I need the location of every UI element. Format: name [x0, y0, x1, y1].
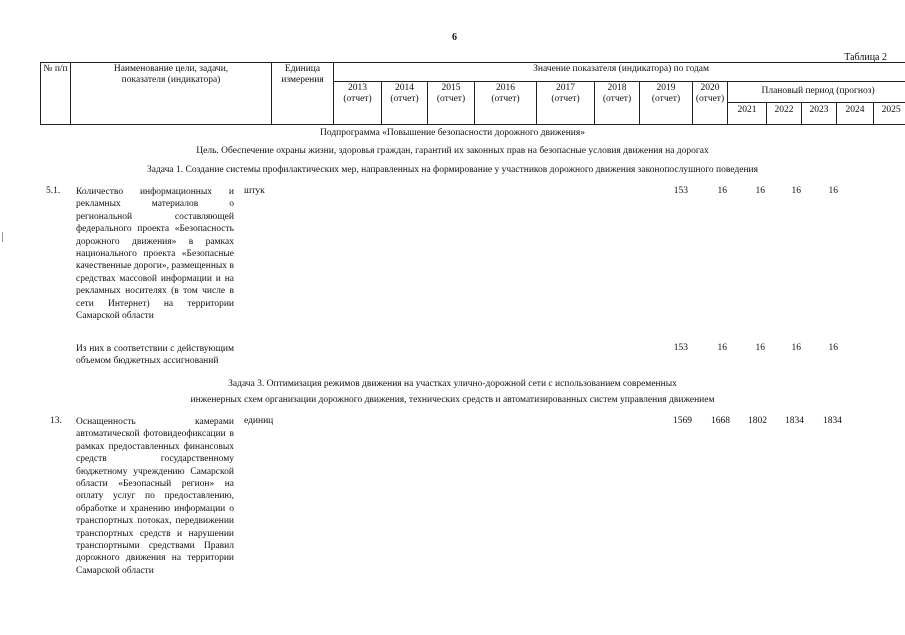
row-5-1-sub-value-2022: 16	[717, 343, 727, 353]
header-name: Наименование цели, задачи, показателя (индикатора)	[71, 63, 272, 125]
scan-artifact	[2, 232, 3, 242]
header-year-2017: 2017 (отчет)	[537, 82, 595, 125]
row-5-1-value-2025: 16	[828, 186, 838, 196]
header-year-2020: 2020 (отчет)	[693, 82, 728, 125]
row-13-value-2021: 1569	[673, 416, 692, 426]
header-plan-year-2022: 2022	[767, 103, 802, 125]
row-13-unit: единиц	[244, 416, 274, 426]
table-header	[40, 62, 905, 125]
row-5-1-sub-value-2025: 16	[828, 343, 838, 353]
row-5-1-sub-value-2023: 16	[755, 343, 765, 353]
header-plan-title: Плановый период (прогноз)	[728, 82, 905, 103]
row-13-value-2023: 1802	[748, 416, 767, 426]
task3-line-1: Задача 3. Оптимизация режимов движения на участках улично-дорожной сети с использованием современных	[228, 379, 677, 389]
subprogram-title: Подпрограмма «Повышение безопасности дорожного движения»	[320, 128, 585, 138]
row-5-1-sub-value-2021: 153	[673, 343, 688, 353]
header-values-title: Значение показателя (индикатора) по годам	[334, 63, 905, 82]
row-13-value-2025: 1834	[823, 416, 842, 426]
table-label: Таблица 2	[844, 52, 887, 63]
row-13-name: Оснащенность камерами автоматической фотовидеофиксации в рамках предоставленных финансовых средств государственному бюджетному учреждению Самарской области «Безопасный регион» на оплату услуг по предоставлению, обработке и хранению информации о транспортных потоках, передвижении транспортных средств и нарушении транспортными средствами Правил дорожного движения на территории Самарской области	[76, 417, 234, 576]
task1-line: Задача 1. Создание системы профилактических мер, направленных на формирование у участников дорожного движения законопослушного поведения	[147, 165, 758, 175]
row-13-num: 13.	[50, 416, 62, 426]
row-5-1-sub-name: Из них в соответствии с действующим объемом бюджетных ассигнований	[76, 344, 234, 367]
row-13-value-2022: 1668	[711, 416, 730, 426]
header-plan-year-2025: 2025	[874, 103, 905, 125]
row-5-1-value-2024: 16	[791, 186, 801, 196]
header-year-2014: 2014 (отчет)	[382, 82, 428, 125]
header-year-2013: 2013 (отчет)	[334, 82, 382, 125]
header-plan-year-2021: 2021	[728, 103, 767, 125]
page-number: 6	[452, 32, 457, 43]
header-year-2016: 2016 (отчет)	[475, 82, 537, 125]
row-5-1-num: 5.1.	[46, 186, 61, 196]
row-5-1-sub-value-2024: 16	[791, 343, 801, 353]
row-5-1-name: Количество информационных и рекламных материалов о региональной составляющей федерального проекта «Безопасность дорожного движения» в рамках национального проекта «Безопасные качественные дороги», размещенных в средствах массовой информации и на рекламных носителях (в том числе в сети Интернет) на территории Самарской области	[76, 187, 234, 322]
row-5-1-value-2023: 16	[755, 186, 765, 196]
row-5-1-value-2022: 16	[717, 186, 727, 196]
header-unit: Единица измерения	[272, 63, 334, 125]
goal-line: Цель. Обеспечение охраны жизни, здоровья граждан, гарантий их законных прав на безопасные условия движения на дорогах	[196, 146, 709, 156]
header-plan-year-2024: 2024	[837, 103, 874, 125]
header-year-2018: 2018 (отчет)	[595, 82, 640, 125]
task3-line-2: инженерных схем организации дорожного движения, технических средств и автоматизированных систем управления движением	[190, 395, 715, 405]
header-year-2019: 2019 (отчет)	[640, 82, 693, 125]
row-13-value-2024: 1834	[785, 416, 804, 426]
row-5-1-unit: штук	[244, 186, 265, 196]
header-plan-year-2023: 2023	[802, 103, 837, 125]
row-5-1-value-2021: 153	[673, 186, 688, 196]
header-year-2015: 2015 (отчет)	[428, 82, 475, 125]
header-num: № п/п	[41, 63, 71, 125]
